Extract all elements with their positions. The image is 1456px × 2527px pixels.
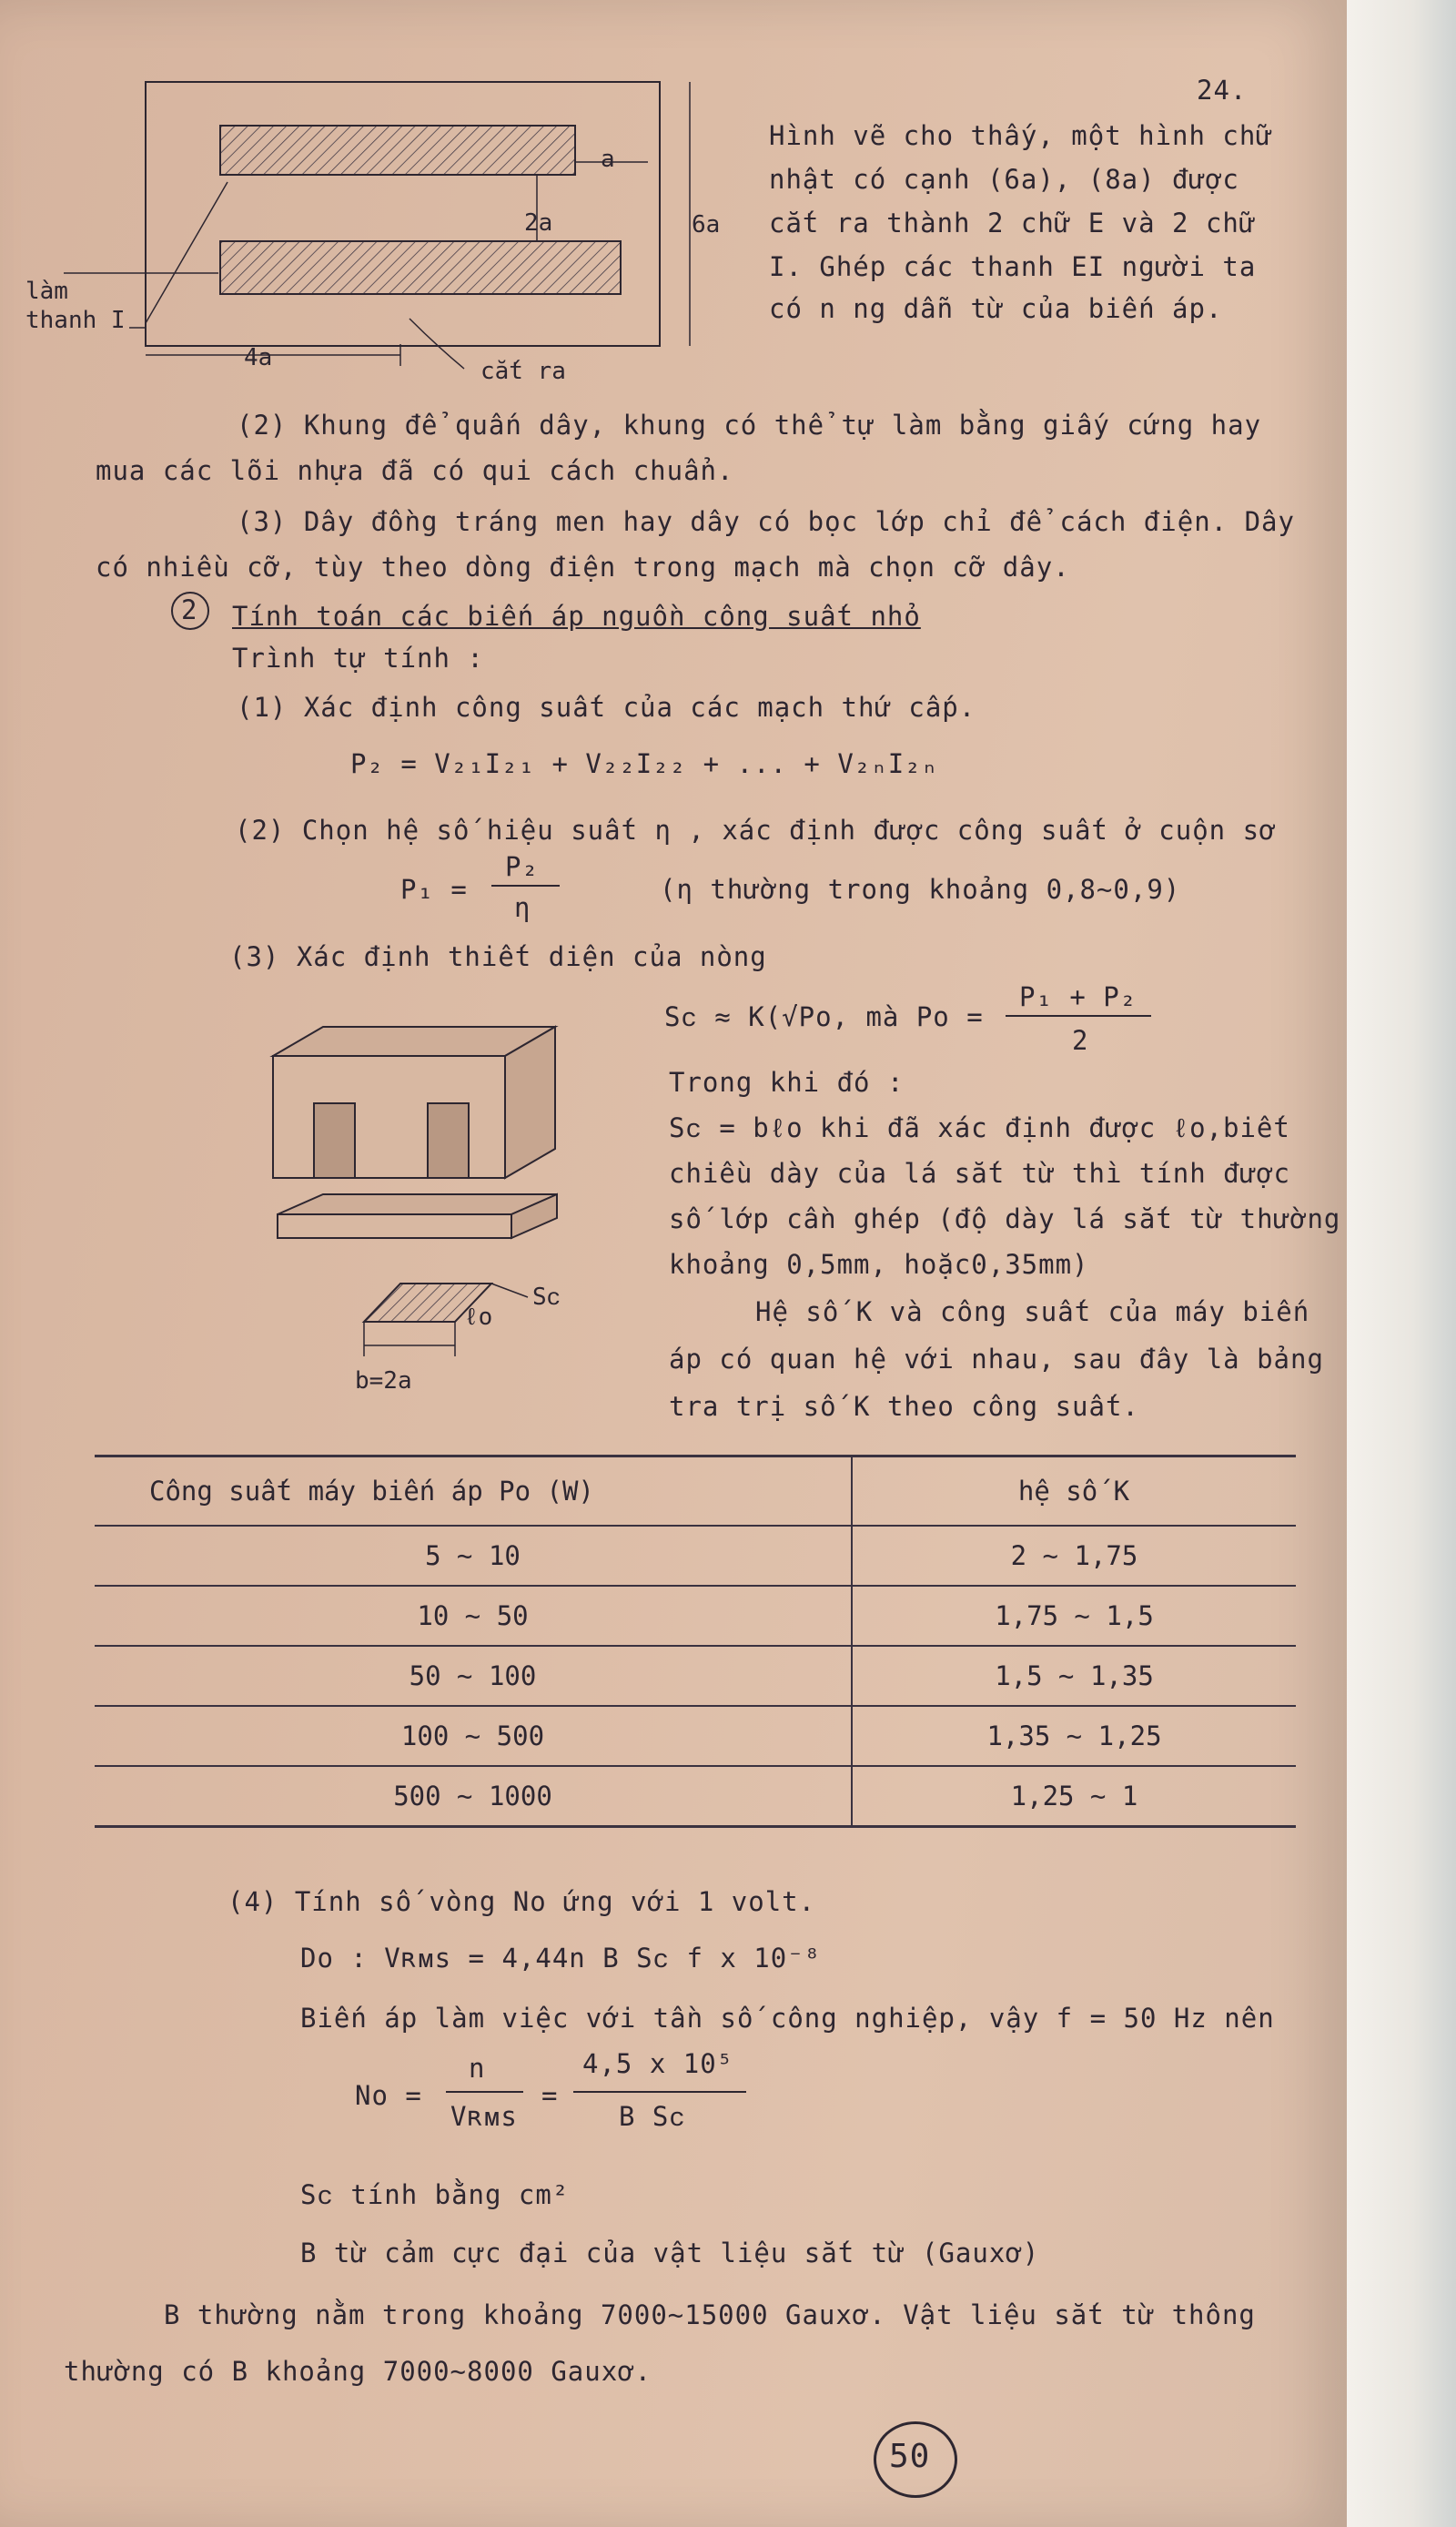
intro-line: cắt ra thành 2 chữ E và 2 chữ [769, 208, 1257, 238]
step3-line: khoảng 0,5mm, hoặc0,35mm) [669, 1249, 1089, 1280]
fraction-bar [446, 2091, 523, 2093]
page-edge-background [1347, 0, 1456, 2527]
no-formula-num2: 4,5 x 10⁵ [582, 2048, 734, 2079]
fig1-label-4a: 4a [244, 344, 273, 371]
table-cell-power: 100 ∼ 500 [95, 1706, 852, 1766]
table-cell-k: 1,75 ∼ 1,5 [852, 1586, 1296, 1646]
intro-line: nhật có cạnh (6a), (8a) được [769, 164, 1239, 195]
no-formula-lhs: No = [355, 2080, 422, 2111]
step3-line: tra trị số K theo công suất. [669, 1391, 1139, 1422]
table-cell-k: 1,25 ∼ 1 [852, 1766, 1296, 1827]
fig2-label-sc: Sᴄ [532, 1284, 561, 1311]
step1-text: (1) Xác định công suất của các mạch thứ cấp. [237, 692, 976, 723]
step3-line: số lớp cần ghép (độ dày lá sắt từ thường [669, 1203, 1341, 1234]
table-cell-k: 1,5 ∼ 1,35 [852, 1646, 1296, 1706]
step3-formula-num: P₁ + P₂ [1019, 981, 1138, 1012]
b-range-line: B thường nằm trong khoảng 7000∼15000 Gauxơ. Vật liệu sắt từ thông [164, 2299, 1256, 2330]
section-title: Tính toán các biến áp nguồn công suất nhỏ [232, 601, 921, 632]
step4-formula1: Do : Vʀᴍѕ = 4,44n B Sᴄ f x 10⁻⁸ [300, 1943, 822, 1974]
fig1-label-cat-ra: cắt ra [480, 358, 566, 385]
table-row [95, 1586, 1296, 1646]
fig1-label-a: a [601, 146, 615, 173]
para2-line: mua các lõi nhựa đã có qui cách chuẩn. [96, 455, 734, 486]
fraction-bar [573, 2091, 746, 2093]
table-row [95, 1706, 1296, 1766]
k-coefficient-table [95, 1455, 1296, 1828]
step3-line: Sᴄ = bℓo khi đã xác định được ℓo,biết [669, 1112, 1290, 1143]
step2-formula-num: P₂ [505, 851, 539, 882]
b-range-line: thường có B khoảng 7000∼8000 Gauxơ. [64, 2356, 652, 2387]
fig2-label-lo: ℓo [464, 1304, 493, 1331]
step3-formula-den: 2 [1072, 1025, 1089, 1056]
para3-line: (3) Dây đồng tráng men hay dây có bọc lớp chỉ để cách điện. Dây [237, 506, 1295, 537]
step3-line: chiều dày của lá sắt từ thì tính được [669, 1158, 1291, 1189]
no-formula-den1: Vʀᴍѕ [450, 2101, 518, 2132]
step3-line: Trong khi đó : [669, 1067, 905, 1098]
table-row [95, 1526, 1296, 1586]
intro-line: I. Ghép các thanh EI người ta [769, 251, 1257, 282]
para2-line: (2) Khung để quấn dây, khung có thể tự làm bằng giấy cứng hay [237, 410, 1262, 441]
table-cell-power: 500 ∼ 1000 [95, 1766, 852, 1827]
step3-line: áp có quan hệ với nhau, sau đây là bảng [669, 1344, 1324, 1375]
fig1-label-2a: 2a [524, 209, 553, 237]
step2-text: (2) Chọn hệ số hiệu suất η , xác định được công suất ở cuộn sơ [235, 815, 1277, 846]
table-cell-power: 50 ∼ 100 [95, 1646, 852, 1706]
table-cell-k: 2 ∼ 1,75 [852, 1526, 1296, 1586]
step4-line2: Biến áp làm việc với tần số công nghiệp, vậy f = 50 Hz nên [300, 2003, 1275, 2034]
step3-formula: Sᴄ ≈ K(√Po, mà Po = [664, 1001, 984, 1032]
figure-ei-core [0, 0, 637, 1420]
step3-line: Hệ số K và công suất của máy biến [755, 1296, 1310, 1327]
table-header-k: hệ số K [852, 1456, 1296, 1527]
b-definition-line: B từ cảm cực đại của vật liệu sắt từ (Gauxơ) [300, 2238, 1040, 2268]
table-cell-k: 1,35 ∼ 1,25 [852, 1706, 1296, 1766]
step2-formula-den: η [514, 892, 531, 923]
section-subtitle: Trình tự tính : [232, 643, 484, 674]
step3-text: (3) Xác định thiết diện của nòng [229, 941, 767, 972]
table-row [95, 1646, 1296, 1706]
fig1-label-lam: làm [25, 278, 68, 305]
page-number: 24. [1197, 75, 1248, 106]
fig2-label-b: b=2a [355, 1367, 412, 1395]
no-formula-num1: n [469, 2053, 486, 2084]
table-header-row [95, 1456, 1296, 1527]
sc-unit-line: Sᴄ tính bằng cm² [300, 2179, 570, 2210]
step2-formula-lhs: P₁ = [400, 874, 468, 905]
fig1-label-6a: 6a [692, 211, 721, 238]
fraction-bar [1006, 1015, 1151, 1017]
intro-line: Hình vẽ cho thấy, một hình chữ [769, 120, 1273, 151]
step2-note: (η thường trong khoảng 0,8∼0,9) [660, 874, 1181, 905]
table-cell-power: 10 ∼ 50 [95, 1586, 852, 1646]
table-cell-power: 5 ∼ 10 [95, 1526, 852, 1586]
intro-line: có n ng dẫn từ của biến áp. [769, 293, 1223, 324]
table-row [95, 1766, 1296, 1827]
step1-formula: P₂ = V₂₁I₂₁ + V₂₂I₂₂ + ... + V₂ₙI₂ₙ [350, 748, 939, 779]
step4-text: (4) Tính số vòng No ứng với 1 volt. [228, 1886, 816, 1917]
para3-line: có nhiều cỡ, tùy theo dòng điện trong mạch mà chọn cỡ dây. [96, 552, 1070, 583]
fig1-label-thanh-i: thanh I [25, 307, 126, 334]
table-header-power: Công suất máy biến áp Po (W) [95, 1456, 852, 1527]
section-number: 2 [181, 594, 198, 625]
page-stamp-number: 50 [889, 2438, 931, 2475]
no-formula-eq: = [541, 2080, 559, 2111]
no-formula-den2: B Sᴄ [619, 2101, 686, 2132]
